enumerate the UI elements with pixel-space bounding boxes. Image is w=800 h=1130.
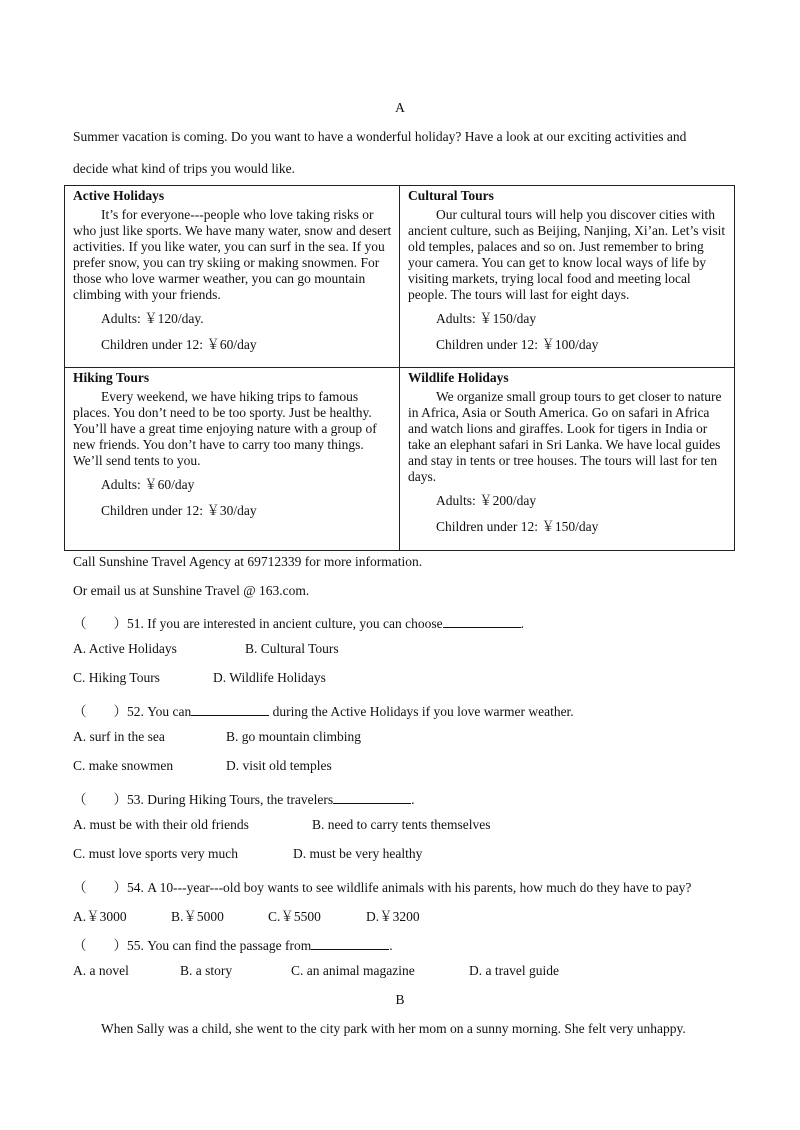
table-cell-wildlife-holidays xyxy=(400,368,735,551)
travel-options-table xyxy=(64,185,735,551)
cell-title: Wildlife Holidays xyxy=(408,370,509,385)
cell-title: Cultural Tours xyxy=(408,188,494,203)
option-a: A. Active Holidays xyxy=(73,641,177,656)
adult-price: Adults: ￥120/day. xyxy=(101,311,204,326)
contact-email: Or email us at Sunshine Travel @ 163.com. xyxy=(73,583,310,598)
section-b-first-line: When Sally was a child, she went to the city park with her mom on a sunny morning. She felt very unhappy. xyxy=(101,1021,686,1036)
child-price: Children under 12: ￥60/day xyxy=(101,337,257,352)
question-55: （ ）55. You can find the passage from . xyxy=(73,938,393,953)
option-b: B. a story xyxy=(180,963,233,978)
adult-price: Adults: ￥200/day xyxy=(436,493,537,508)
cell-body: Our cultural tours will help you discover cities with ancient culture, such as Beijing, Nanjing, Xi’an. Let’s visit old temples, palaces and so on. Just remember to bring your camera. You can get to know local ways of life by visiting markets, trying local food and meeting local people. The tours will last for eight days. xyxy=(408,207,726,302)
section-b-label: B xyxy=(395,992,405,1007)
answer-blank xyxy=(333,791,411,804)
option-d: D. must be very healthy xyxy=(293,846,423,861)
option-b: B.￥5000 xyxy=(171,909,224,924)
question-53: （ ）53. During Hiking Tours, the travelers . xyxy=(73,792,415,807)
answer-blank xyxy=(443,615,521,628)
answer-blank xyxy=(311,937,389,950)
intro-text-line-2: decide what kind of trips you would like. xyxy=(73,161,295,176)
cell-body: It’s for everyone---people who love taking risks or who just like sports. We have many water, snow and desert activities. If you like water, you can surf in the sea. If you prefer snow, you can try skiing or making snowmen. For those who love warmer weather, you can go mountain climbing with your friends. xyxy=(73,207,392,302)
child-price: Children under 12: ￥150/day xyxy=(436,519,599,534)
option-b: B. go mountain climbing xyxy=(226,729,361,744)
option-c: C. make snowmen xyxy=(73,758,174,773)
question-stem: （ ）55. You can find the passage from xyxy=(73,938,312,953)
option-d: D.￥3200 xyxy=(366,909,420,924)
intro-text-line-1: Summer vacation is coming. Do you want to have a wonderful holiday? Have a look at our exciting activities and xyxy=(73,129,687,144)
cell-title: Hiking Tours xyxy=(73,370,150,385)
option-b: B. Cultural Tours xyxy=(245,641,339,656)
question-stem: （ ）52. You can xyxy=(73,704,192,719)
cell-title: Active Holidays xyxy=(73,188,165,203)
option-a: A. must be with their old friends xyxy=(73,817,249,832)
cell-body: We organize small group tours to get closer to nature in Africa, Asia or South America. Go on safari in Africa and watch lions and giraffes. Look for tigers in India or take an elephant safari in Sri Lanka. We have local guides and stay in tents or tree houses. The tours will last for ten days. xyxy=(408,389,722,484)
option-c: C. Hiking Tours xyxy=(73,670,160,685)
question-52: （ ）52. You can during the Active Holidays if you love warmer weather. xyxy=(73,704,574,719)
option-a: A. a novel xyxy=(73,963,129,978)
option-a: A.￥3000 xyxy=(73,909,127,924)
option-d: D. Wildlife Holidays xyxy=(213,670,326,685)
question-stem: （ ）53. During Hiking Tours, the travelers xyxy=(73,792,334,807)
option-b: B. need to carry tents themselves xyxy=(312,817,491,832)
table-cell-active-holidays xyxy=(65,186,400,368)
contact-call: Call Sunshine Travel Agency at 69712339 for more information. xyxy=(73,554,423,569)
option-c: C. an animal magazine xyxy=(291,963,415,978)
child-price: Children under 12: ￥100/day xyxy=(436,337,599,352)
option-d: D. a travel guide xyxy=(469,963,559,978)
option-c: C. must love sports very much xyxy=(73,846,238,861)
cell-body: Every weekend, we have hiking trips to famous places. You don’t need to be too sporty. Just be healthy. You’ll have a great time enjoying nature with a group of new friends. You don’t have to carry too many things. We’ll send tents to you. xyxy=(73,389,377,468)
question-54 xyxy=(73,876,691,896)
answer-blank xyxy=(191,703,269,716)
option-c: C.￥5500 xyxy=(268,909,321,924)
adult-price: Adults: ￥60/day xyxy=(101,477,195,492)
table-cell-cultural-tours xyxy=(400,186,735,368)
child-price: Children under 12: ￥30/day xyxy=(101,503,257,518)
table-cell-hiking-tours xyxy=(65,368,400,551)
question-stem: （ ）51. If you are interested in ancient culture, you can choose xyxy=(73,616,443,631)
option-a: A. surf in the sea xyxy=(73,729,165,744)
question-stem: （ ）54. A 10---year---old boy wants to see wildlife animals with his parents, how much do they have to pay? xyxy=(73,880,692,895)
option-d: D. visit old temples xyxy=(226,758,332,773)
question-51: （ ）51. If you are interested in ancient culture, you can choose . xyxy=(73,616,525,631)
section-a-label: A xyxy=(395,100,405,115)
adult-price: Adults: ￥150/day xyxy=(436,311,537,326)
